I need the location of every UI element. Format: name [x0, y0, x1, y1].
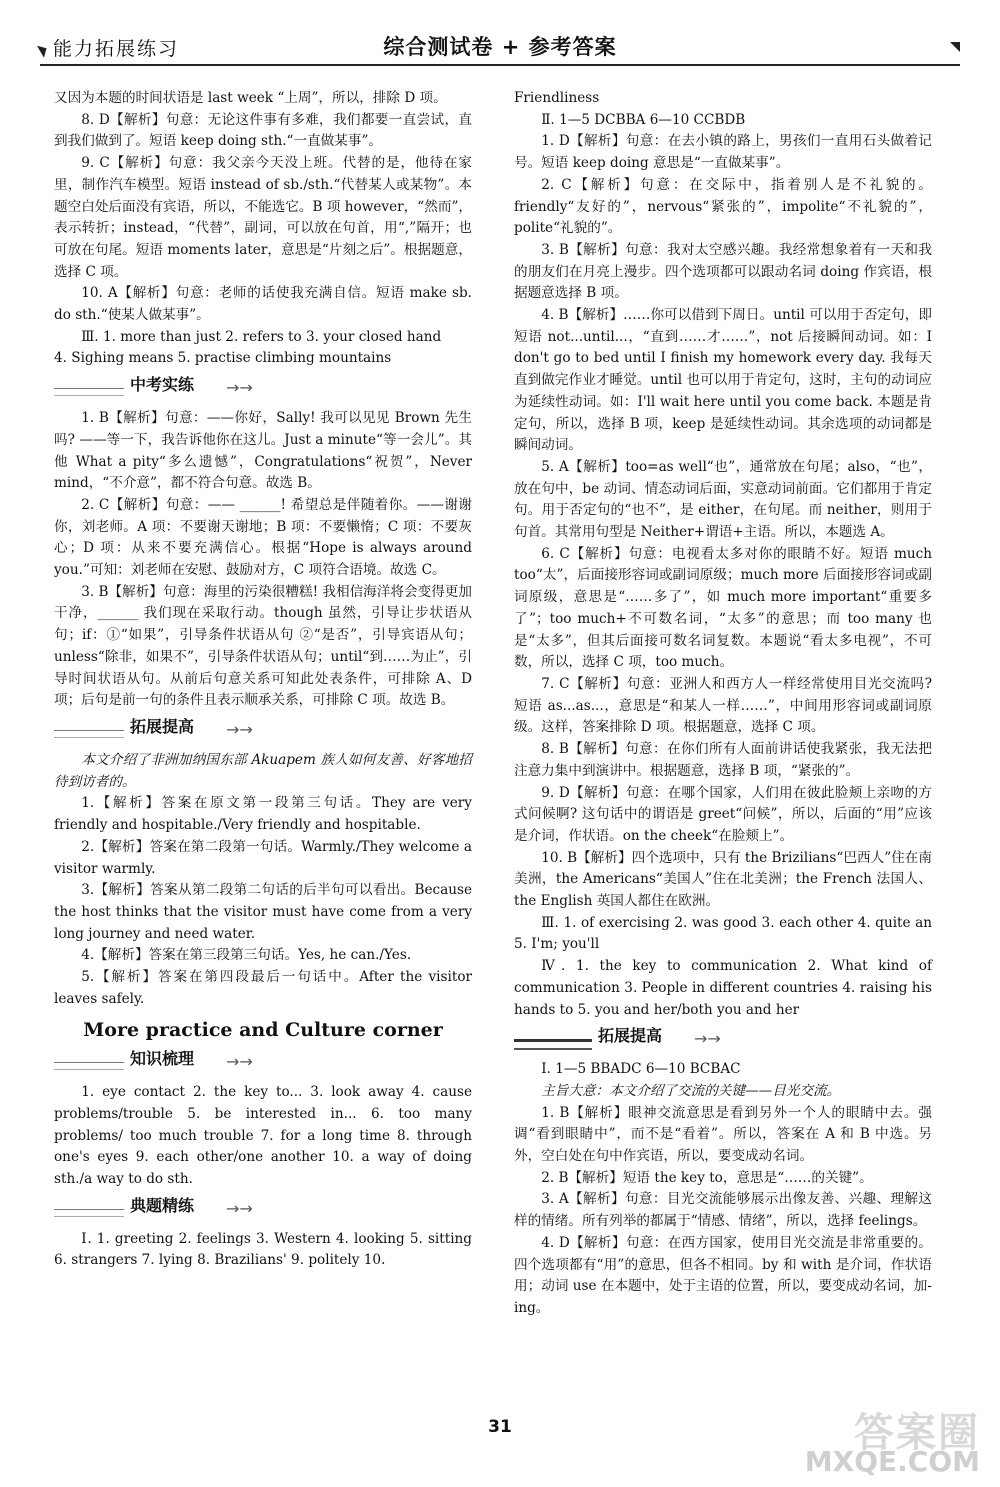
- paragraph: 4.【解析】答案在第三段第三句话。Yes, he can./Yes.: [81, 947, 412, 964]
- paragraph: 又因为本题的时间状语是 last week “上周”，所以，排除 D 项。: [54, 90, 447, 106]
- arrow-icon: →→: [226, 719, 253, 739]
- paragraph: 3. B【解析】句意：我对太空感兴趣。我经常想象着有一天和我的朋友们在月亮上漫步。四个选项都可以跟动名词 doing 作宾语，根据题意选择 B 项。: [514, 241, 932, 302]
- summary-text: 本文介绍了非洲加纳国东部 Akuapem 族人如何友善、好客地招待到访者的。: [54, 751, 472, 790]
- paragraph: 3.【解析】答案从第二段第二句话的后半句可以看出。Because the host thinks that the visitor must have come from a very long journey and need water.: [54, 882, 472, 942]
- paragraph: 2.【解析】答案在第二段第一句话。Warmly./They welcome a visitor warmly.: [54, 838, 472, 877]
- section-heading: [54, 716, 472, 746]
- section-title: 典题精练: [130, 1195, 195, 1215]
- unit-title: More practice and Culture corner: [83, 1019, 443, 1042]
- heading-decoration: [54, 388, 124, 396]
- paragraph: 3. B【解析】句意：海里的污染很糟糕! 我相信海洋将会变得更加干净，______ 我们现在采取行动。though 虽然，引导让步状语从句；if：①“如果”，引导条件状语从句 ②“是否”，引导宾语从句；unless“除非，如果不”，引导条件状语从句；until“到……为止”，引导时间状语从句。从前后句意关系可知此处表条件，可排除 A、D 项；后句是前一句的条件且表示顺承关系，可排除 C 项。故选 B。: [54, 583, 472, 709]
- watermark-logo: 答案圈: [854, 1410, 980, 1456]
- watermark-url: MXQE.COM: [804, 1445, 980, 1478]
- section-heading: [54, 1195, 472, 1225]
- paragraph: Ⅰ. 1—5 BBADC 6—10 BCBAC: [541, 1061, 741, 1078]
- paragraph: 4. Sighing means 5. practise climbing mountains: [54, 350, 392, 367]
- corner-mark-icon: [950, 42, 960, 52]
- heading-decoration: [54, 1062, 124, 1070]
- arrow-icon: →→: [226, 378, 253, 398]
- paragraph: 7. C【解析】句意：亚洲人和西方人一样经常使用目光交流吗? 短语 as...as...，意思是“和某人一样……”，中间用形容词或副词原级。这样，答案排除 D 项。根据题意，选择 C 项。: [514, 675, 932, 736]
- paragraph: 5.【解析】答案在第四段最后一句话中。After the visitor leaves safely.: [54, 969, 472, 1007]
- paragraph: 8. D【解析】句意：无论这件事有多难，我们都要一直尝试，直到我们做到了。短语 keep doing sth.“一直做某事”。: [54, 111, 472, 150]
- paragraph: 1. eye contact 2. the key to... 3. look away 4. cause problems/trouble 5. be interested in... 6. too many problems/ too much trouble 7. for a long time 8. through one's eyes 9. each other/one another 10. a way of doing sth./a way to do sth.: [54, 1084, 472, 1187]
- heading-decoration: [514, 1039, 592, 1050]
- section-heading: [54, 1048, 472, 1078]
- section-heading: [514, 1025, 932, 1055]
- paragraph: 1.【解析】答案在原文第一段第三句话。They are very friendly and hospitable./Very friendly and hospitable.: [54, 795, 472, 834]
- summary-text: 主旨大意：本文介绍了交流的关键——目光交流。: [541, 1082, 841, 1099]
- arrow-icon: →→: [694, 1029, 721, 1049]
- heading-decoration: [54, 730, 124, 738]
- section-title: 拓展提高: [598, 1026, 663, 1046]
- arrow-icon: →→: [226, 1052, 253, 1072]
- paragraph: 2. C【解析】句意：在交际中，指着别人是不礼貌的。friendly“友好的”，nervous“紧张的”，impolite“不礼貌的”，polite“礼貌的”。: [514, 176, 932, 237]
- paragraph: Ⅲ. 1. more than just 2. refers to 3. your closed hand: [81, 328, 442, 345]
- watermark: [796, 1401, 986, 1481]
- paragraph: 3. A【解析】句意：目光交流能够展示出像友善、兴趣、理解这样的情绪。所有列举的都属于“情感、情绪”，所以，选择 feelings。: [514, 1191, 932, 1230]
- paragraph: Ⅲ. 1. of exercising 2. was good 3. each other 4. quite an 5. I'm; you'll: [514, 914, 932, 953]
- section-title: 中考实练: [130, 375, 195, 395]
- paragraph: 4. B【解析】……你可以借到下周日。until 可以用于否定句，即短语 not...until...，“直到……才……”，not 后接瞬间动词。如：I don't go to bed until I finish my homework every day. 我每天直到做完作业才睡觉。until 也可以用于肯定句，这时，主句的动词应为延续性动词。如：I'll wait here until you come back. 本题是肯定句，所以，选择 B 项，keep 是延续性动词。其余选项的动词都是瞬间动词。: [514, 307, 932, 454]
- header-title: 综合测试卷 + 参考答案: [383, 35, 617, 59]
- left-column: [54, 88, 472, 1272]
- paragraph: 1. D【解析】句意：在去小镇的路上，男孩们一直用石头做着记号。短语 keep doing 意思是“一直做某事”。: [514, 133, 932, 172]
- paragraph: Ⅱ. 1—5 DCBBA 6—10 CCBDB: [541, 111, 746, 128]
- paragraph: 4. D【解析】句意：在西方国家，使用目光交流是非常重要的。四个选项都有“用”的意思，但各不相同。by 和 with 是介词，作状语用；动词 use 在本题中，处于主语的位置，所以，要变成动名词，加-ing。: [514, 1234, 932, 1316]
- paragraph: Ⅰ. 1. greeting 2. feelings 3. Western 4. looking 5. sitting 6. strangers 7. lying 8. Brazilians' 9. politely 10.: [54, 1230, 472, 1269]
- paragraph: 9. C【解析】句意：我父亲今天没上班。代替的是，他待在家里，制作汽车模型。短语 instead of sb./sth.“代替某人或某物”。本题空白处后面没有宾语，所以，不能选它。B 项 however，“然而”，表示转折；instead，“代替”，副词，可以放在句首，用“,”隔开；也可放在句尾。短语 moments later，意思是“片刻之后”。根据题意，选择 C 项。: [54, 155, 472, 280]
- paragraph: 8. B【解析】句意：在你们所有人面前讲话使我紧张，我无法把注意力集中到演讲中。根据题意，选择 B 项，“紧张的”。: [514, 741, 932, 779]
- paragraph: 2. B【解析】短语 the key to，意思是“……的关键”。: [541, 1169, 873, 1186]
- section-title: 知识梳理: [130, 1049, 195, 1069]
- arrow-icon: →→: [226, 1198, 253, 1218]
- series-label: 能力拓展练习: [53, 38, 180, 60]
- right-column: [514, 88, 932, 1320]
- section-heading: [54, 374, 472, 404]
- section-title: 拓展提高: [130, 716, 195, 736]
- page-number: 31: [488, 1417, 512, 1437]
- paragraph: Ⅳ. 1. the key to communication 2. What kind of communication 3. People in different countries 4. raising his hands to 5. you and her/both you and her: [514, 958, 932, 1018]
- paragraph: 1. B【解析】眼神交流意思是看到另外一个人的眼睛中去。强调“看到眼睛中”，而不是“看着”。所以，答案在 A 和 B 中选。另外，空白处在句中作宾语，所以，要变成动名词。: [514, 1104, 932, 1165]
- paragraph: Friendliness: [514, 90, 600, 106]
- paragraph: 2. C【解析】句意：—— ______! 希望总是伴随着你。——谢谢你，刘老师。A 项：不要谢天谢地；B 项：不要懒惰；C 项：不要灰心；D 项：从来不要充满信心。根据“Hope is always around you.”可知：刘老师在安慰、鼓励对方，C 项符合语境。故选 C。: [54, 496, 472, 579]
- heading-decoration: [54, 1209, 124, 1217]
- paragraph: 10. A【解析】句意：老师的话使我充满自信。短语 make sb. do sth.“使某人做某事”。: [54, 285, 472, 324]
- paragraph: 10. B【解析】四个选项中，只有 the Brizilians“巴西人”住在南美洲，the Americans“美国人”住在北美洲；the French 法国人、the English 英国人都住在欧洲。: [514, 849, 932, 910]
- paragraph: 9. D【解析】句意：在哪个国家，人们用在彼此脸颊上亲吻的方式问候啊? 这句话中的谓语是 greet“问候”，所以，后面的“用”应该是介词，作状语。on the cheek“在脸颊上”。: [514, 784, 932, 844]
- page-header: [40, 28, 960, 66]
- paragraph: 5. A【解析】too=as well“也”，通常放在句尾；also，“也”，放在句中，be 动词、情态动词后面，实意动词前面。它们都用于肯定句。用于否定句的“也不”，是 either，在句尾。而 neither，则用于句首。其常用句型是 Neither+谓语+主语。所以，本题选 A。: [514, 458, 932, 541]
- paragraph: 6. C【解析】句意：电视看太多对你的眼睛不好。短语 much too“太”，后面接形容词或副词原级；much more 后面接形容词或副词原级，意思是“……多了”，如 much more important“重要多了”；too much+不可数名词，“太多”的意思；而 too many 也是“太多”，但其后面接可数名词复数。本题说“看太多电视”，不可数，所以，选择 C 项，too much。: [514, 545, 932, 671]
- paragraph: 1. B【解析】句意：——你好，Sally! 我可以见见 Brown 先生吗? ——等一下，我告诉他你在这儿。Just a minute“等一会儿”。其他 What a pity“多么遗憾”，Congratulations“祝贺”，Never mind，“不介意”，都不符合句意。故选 B。: [54, 410, 472, 492]
